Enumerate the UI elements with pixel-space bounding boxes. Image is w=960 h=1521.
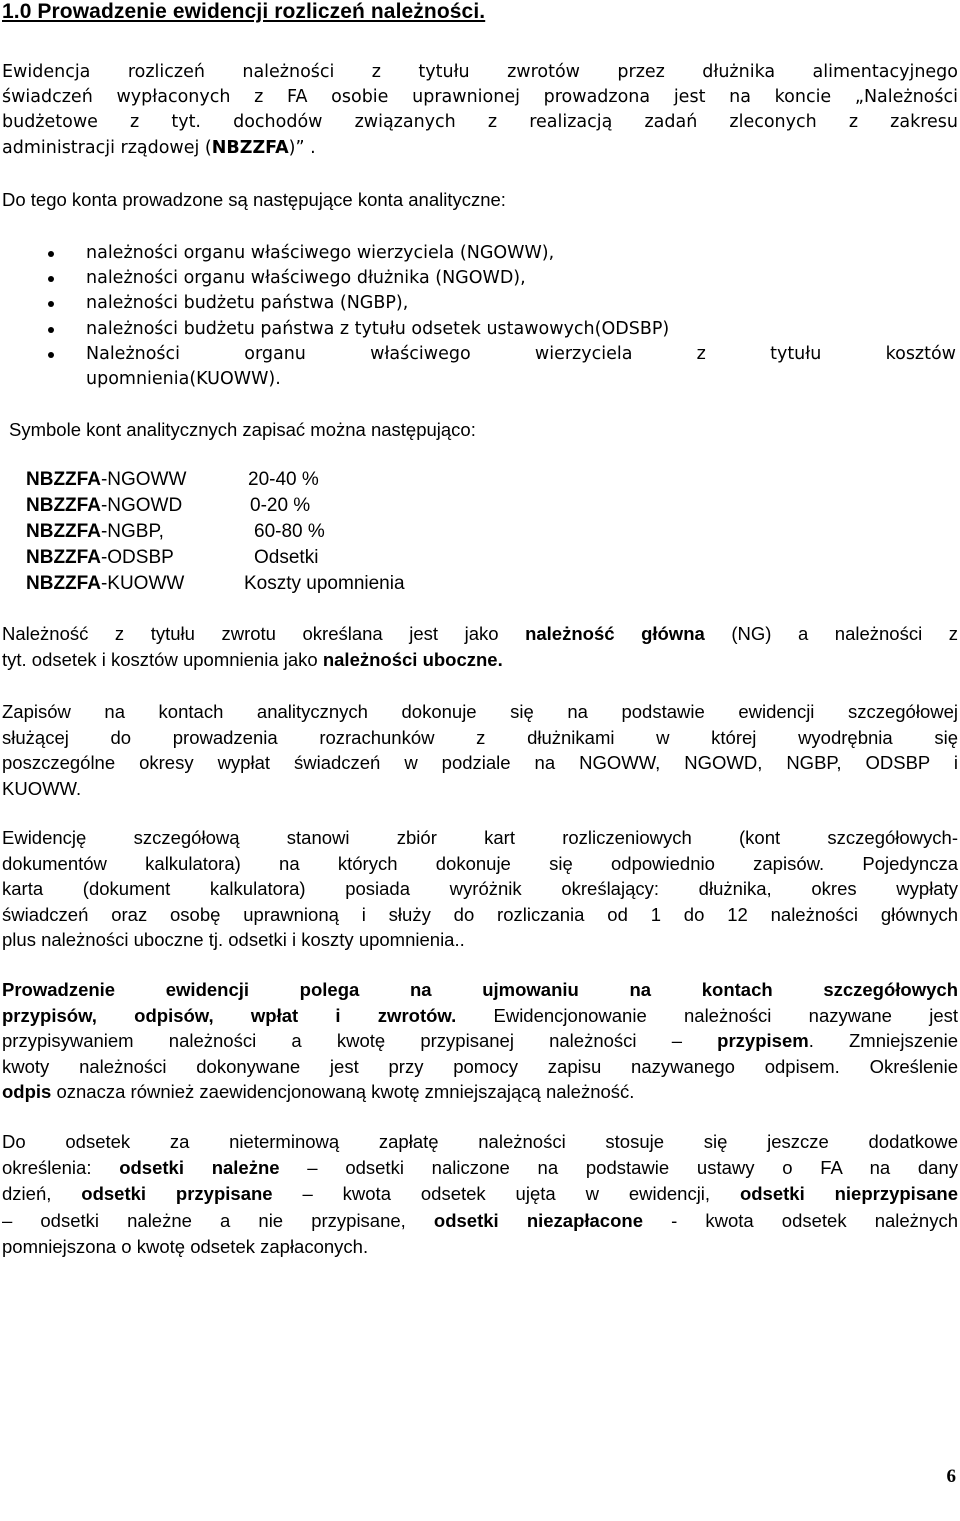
paragraph-text: przypisywaniem należności a kwotę przypisanej należności – bbox=[2, 1030, 718, 1052]
paragraph-text bbox=[499, 1210, 527, 1231]
posting-paragraph bbox=[2, 977, 958, 1105]
paragraph-text: . Zmniejszenie bbox=[808, 1030, 958, 1052]
symbol-prefix: NBZZFA bbox=[26, 521, 101, 542]
paragraph-text: – kwota odsetek ujęta w ewidencji, bbox=[272, 1183, 740, 1205]
list-item bbox=[0, 342, 956, 392]
paragraph-line bbox=[2, 1079, 958, 1105]
symbol-range: 60-80 % bbox=[254, 521, 325, 542]
term-write-off: odpis bbox=[2, 1081, 52, 1103]
symbol-code bbox=[26, 571, 184, 597]
paragraph-line: poszczególne okresy wypłat świadczeń w podziale na NGOWW, NGOWD, NGBP, ODSBP i bbox=[2, 752, 958, 774]
list-item bbox=[0, 291, 956, 316]
symbol-suffix: -KUOWW bbox=[100, 573, 185, 594]
symbol-range: 20-40 % bbox=[248, 469, 319, 490]
paragraph-text: oznacza również zaewidencjonowaną kwotę zmniejszającą należność. bbox=[51, 1081, 635, 1103]
list-item bbox=[0, 317, 956, 342]
records-paragraph bbox=[2, 699, 958, 801]
paragraph-text: Należność z tytułu zwrotu określana jest jako bbox=[2, 623, 526, 644]
intro-paragraph bbox=[2, 60, 958, 161]
list-item-text: należności organu właściwego wierzyciela (NGOWW), bbox=[86, 243, 555, 263]
paragraph-line bbox=[2, 1181, 958, 1207]
paragraph-bold-text: Prowadzenie ewidencji polega na ujmowaniu na kontach szczegółowych bbox=[2, 979, 958, 1000]
analytic-accounts-list bbox=[0, 241, 960, 392]
term-interest-unassessed: odsetki nieprzypisane bbox=[739, 1183, 958, 1205]
term-interest-due: odsetki należne bbox=[119, 1157, 280, 1179]
symbol-prefix: NBZZFA bbox=[26, 573, 101, 594]
paragraph-text: (NG) a należności z bbox=[704, 623, 958, 644]
symbol-range: 0-20 % bbox=[250, 495, 311, 516]
paragraph-line: karta (dokument kalkulatora) posiada wyróżnik określający: dłużnika, okres wypłaty bbox=[2, 878, 958, 900]
paragraph-line bbox=[2, 621, 958, 647]
list-item-text: należności budżetu państwa (NGBP), bbox=[86, 293, 409, 314]
paragraph-line: plus należności uboczne tj. odsetki i koszty upomnienia.. bbox=[2, 929, 465, 951]
term-interest-unpaid: niezapłacone bbox=[526, 1209, 643, 1231]
paragraph-bold-text: przypisów, odpisów, wpłat i zwrotów. bbox=[2, 1004, 457, 1026]
paragraph-line: KUOWW. bbox=[2, 777, 82, 799]
intro-line: świadczeń wypłaconych z FA osobie uprawnionej prowadzona jest na koncie „Należności bbox=[2, 87, 958, 108]
term-interest-unpaid: odsetki bbox=[433, 1209, 499, 1231]
term-main-receivable: należność główna bbox=[525, 623, 705, 644]
paragraph-line bbox=[2, 1155, 958, 1181]
page-number: 6 bbox=[946, 1466, 956, 1487]
paragraph-text: – odsetki należne a nie przypisane, bbox=[2, 1209, 434, 1231]
symbol-range: Odsetki bbox=[254, 547, 319, 568]
bullet-icon bbox=[48, 276, 54, 282]
paragraph-line: Ewidencję szczegółową stanowi zbiór kart rozliczeniowych (kont szczegółowych- bbox=[2, 827, 958, 848]
paragraph-line bbox=[2, 647, 958, 673]
symbol-suffix: -NGOWD bbox=[100, 495, 183, 516]
symbols-intro: Symbole kont analitycznych zapisać można następująco: bbox=[9, 419, 476, 440]
paragraph-line: pomniejszona o kwotę odsetek zapłaconych. bbox=[2, 1235, 369, 1257]
term-side-receivables: należności uboczne. bbox=[322, 648, 503, 670]
paragraph-line: Do odsetek za nieterminową zapłatę należności stosuje się jeszcze dodatkowe bbox=[2, 1131, 958, 1152]
main-receivable-paragraph bbox=[2, 621, 958, 672]
analytic-intro: Do tego konta prowadzone są następujące konta analityczne: bbox=[2, 189, 506, 210]
symbol-code bbox=[26, 467, 186, 493]
intro-line bbox=[2, 136, 958, 161]
symbol-suffix: -NGBP, bbox=[100, 521, 164, 542]
bullet-icon bbox=[48, 251, 54, 257]
interest-paragraph bbox=[2, 1129, 958, 1260]
symbol-prefix: NBZZFA bbox=[26, 469, 101, 490]
paragraph-line bbox=[2, 1208, 958, 1234]
symbol-code bbox=[26, 519, 164, 545]
paragraph-line: Zapisów na kontach analitycznych dokonuje się na podstawie ewidencji szczegółowej bbox=[2, 701, 958, 722]
symbol-suffix: -ODSBP bbox=[100, 547, 174, 568]
intro-text: administracji rządowej ( bbox=[2, 137, 212, 158]
paragraph-line: służącej do prowadzenia rozrachunków z dłużnikami w której wyodrębnia się bbox=[2, 726, 958, 748]
bullet-icon bbox=[48, 352, 54, 358]
intro-line: budżetowe z tyt. dochodów związanych z realizacją zadań zleconych z zakresu bbox=[2, 112, 958, 133]
intro-line: Ewidencja rozliczeń należności z tytułu zwrotów przez dłużnika alimentacyjnego bbox=[2, 62, 958, 82]
list-item bbox=[0, 266, 956, 291]
paragraph-text: – odsetki naliczone na podstawie ustawy o FA na dany bbox=[279, 1157, 958, 1179]
paragraph-text: Ewidencjonowanie należności nazywane jest bbox=[456, 1004, 958, 1026]
account-symbol: NBZZFA bbox=[211, 137, 289, 158]
paragraph-line bbox=[2, 977, 958, 1003]
symbol-prefix: NBZZFA bbox=[26, 495, 101, 516]
symbol-code bbox=[26, 545, 174, 571]
bullet-icon bbox=[48, 301, 54, 307]
symbol-code bbox=[26, 493, 182, 519]
paragraph-line: dokumentów kalkulatora) na których dokonuje się odpowiednio zapisów. Pojedyncza bbox=[2, 852, 958, 874]
paragraph-text: dzień, bbox=[2, 1183, 82, 1205]
list-item-text: należności organu właściwego dłużnika (NGOWD), bbox=[86, 268, 526, 289]
paragraph-line: świadczeń oraz osobę uprawnioną i służy do rozliczania od 1 do 12 należności głównych bbox=[2, 903, 958, 925]
list-item bbox=[0, 241, 956, 266]
term-interest-assessed: odsetki przypisane bbox=[81, 1183, 273, 1205]
bullet-icon bbox=[48, 327, 54, 333]
paragraph-line: kwoty należności dokonywane jest przy pomocy zapisu nazywanego odpisem. Określenie bbox=[2, 1055, 958, 1077]
term-assessment: przypisem bbox=[717, 1030, 809, 1052]
symbol-suffix: -NGOWW bbox=[100, 469, 187, 490]
detail-records-paragraph bbox=[2, 825, 958, 953]
list-item-text: Należności organu właściwego wierzyciela z tytułu kosztów bbox=[86, 343, 956, 364]
list-item-text: upomnienia(KUOWW). bbox=[86, 369, 281, 390]
paragraph-text: tyt. odsetek i kosztów upomnienia jako bbox=[2, 648, 323, 670]
intro-text: )” . bbox=[288, 137, 316, 158]
paragraph-text: - kwota odsetek należnych bbox=[643, 1209, 958, 1231]
list-item-text: należności budżetu państwa z tytułu odsetek ustawowych(ODSBP) bbox=[86, 318, 670, 339]
paragraph-line bbox=[2, 1028, 958, 1054]
symbol-prefix: NBZZFA bbox=[26, 547, 101, 568]
paragraph-line bbox=[2, 1003, 958, 1029]
paragraph-text: określenia: bbox=[2, 1157, 120, 1179]
section-heading: 1.0 Prowadzenie ewidencji rozliczeń należności. bbox=[2, 0, 486, 23]
symbol-range: Koszty upomnienia bbox=[244, 573, 405, 594]
